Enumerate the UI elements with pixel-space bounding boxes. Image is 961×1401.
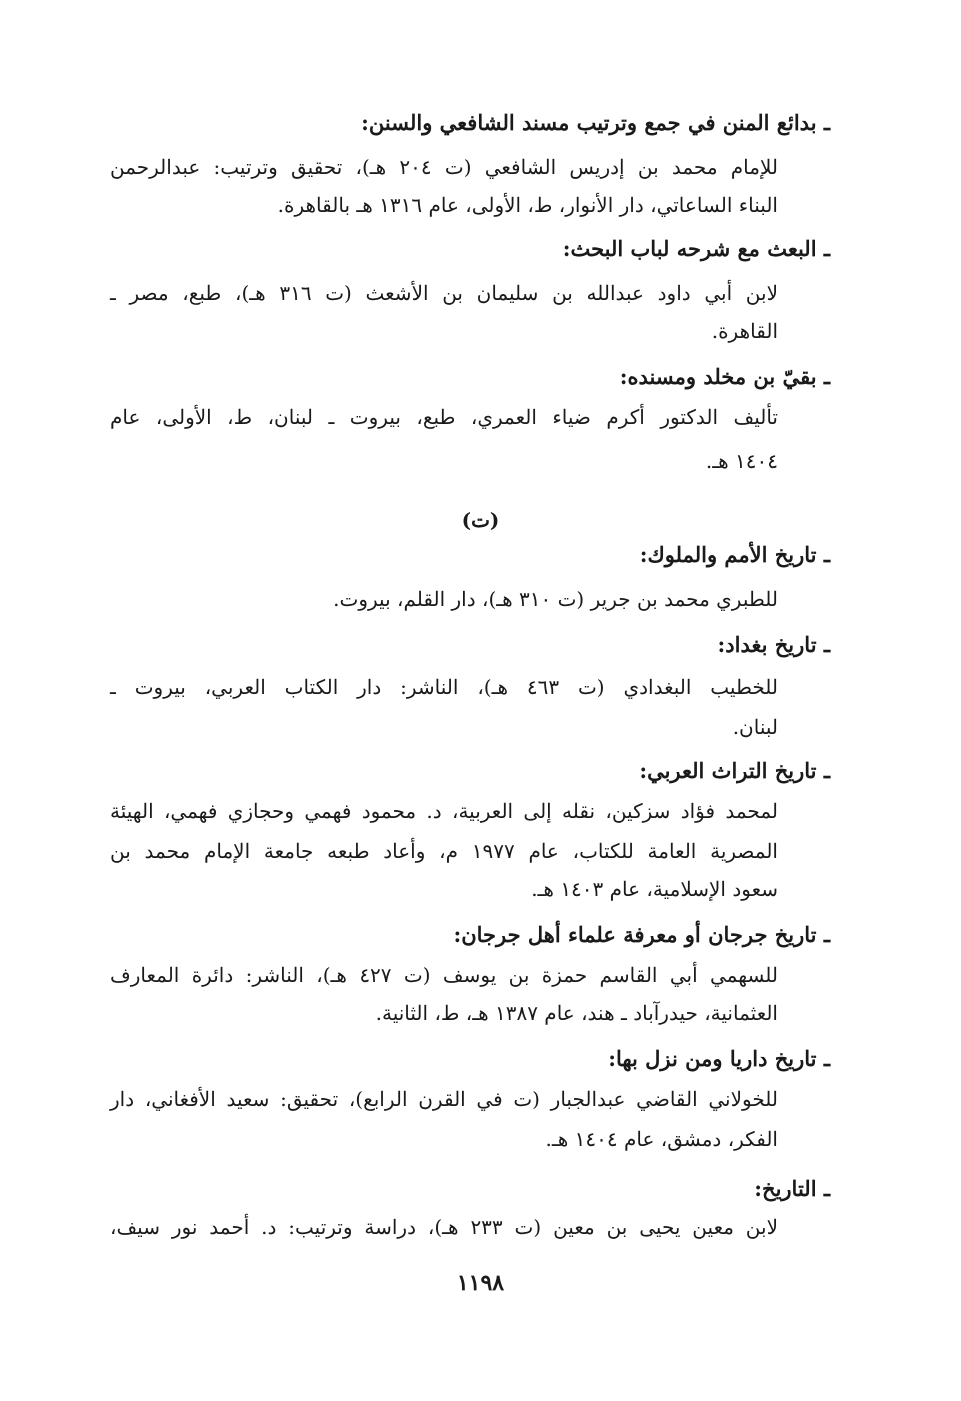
entry-title: ـ تاريخ جرجان أو معرفة علماء أهل جرجان: [453,922,830,947]
entry-line: الفكر، دمشق، عام ١٤٠٤ هـ. [545,1127,778,1151]
entry-line: سعود الإسلامية، عام ١٤٠٣ هـ. [531,877,778,901]
entry-line: البناء الساعاتي، دار الأنوار، ط، الأولى، عام ١٣١٦ هـ بالقاهرة. [277,193,778,217]
entry-title: ـ بقيّ بن مخلد ومسنده: [619,364,830,389]
entry-line: تأليف الدكتور أكرم ضياء العمري، طبع، بيروت ـ لبنان، ط، الأولى، عام [110,405,778,429]
entry-line: لمحمد فؤاد سزكين، نقله إلى العربية، د. محمود فهمي وحجازي فهمي، الهيئة [110,799,778,823]
entry-title: ـ تاريخ بغداد: [717,632,830,657]
entry-line: القاهرة. [711,319,778,343]
entry-line: للإمام محمد بن إدريس الشافعي (ت ٢٠٤ هـ)، تحقيق وترتيب: عبدالرحمن [110,155,778,179]
entry-title: ـ تاريخ التراث العربي: [639,758,830,783]
section-letter-heading: (ت) [461,508,500,532]
entry-title: ـ البعث مع شرحه لباب البحث: [562,236,830,261]
entry-line: المصرية العامة للكتاب، عام ١٩٧٧ م، وأعاد طبعه جامعة الإمام محمد بن [110,839,778,863]
entry-title: ـ تاريخ داريا ومن نزل بها: [608,1046,830,1071]
entry-title: ـ تاريخ الأمم والملوك: [639,542,830,567]
entry-line: لبنان. [732,715,778,739]
entry-line: للخطيب البغدادي (ت ٤٦٣ هـ)، الناشر: دار الكتاب العربي، بيروت ـ [110,675,778,699]
entry-line: للطبري محمد بن جرير (ت ٣١٠ هـ)، دار القلم، بيروت. [333,587,778,611]
entry-line: للسهمي أبي القاسم حمزة بن يوسف (ت ٤٢٧ هـ)، الناشر: دائرة المعارف [110,963,779,987]
entry-title: ـ بدائع المنن في جمع وترتيب مسند الشافعي والسنن: [361,110,830,135]
entry-line: العثمانية، حيدرآباد ـ هند، عام ١٣٨٧ هـ، ط، الثانية. [375,1001,778,1025]
entry-line: لابن معين يحيى بن معين (ت ٢٣٣ هـ)، دراسة وترتيب: د. أحمد نور سيف، [110,1215,779,1239]
entry-line: لابن أبي داود عبدالله بن سليمان بن الأشعث (ت ٣١٦ هـ)، طبع، مصر ـ [110,281,778,305]
entry-line: ١٤٠٤ هـ. [705,449,778,473]
entry-line: للخولاني القاضي عبدالجبار (ت في القرن الرابع)، تحقيق: سعيد الأفغاني، دار [110,1087,778,1111]
page-number: ١١٩٨ [456,1270,505,1296]
entry-title: ـ التاريخ: [754,1176,830,1201]
